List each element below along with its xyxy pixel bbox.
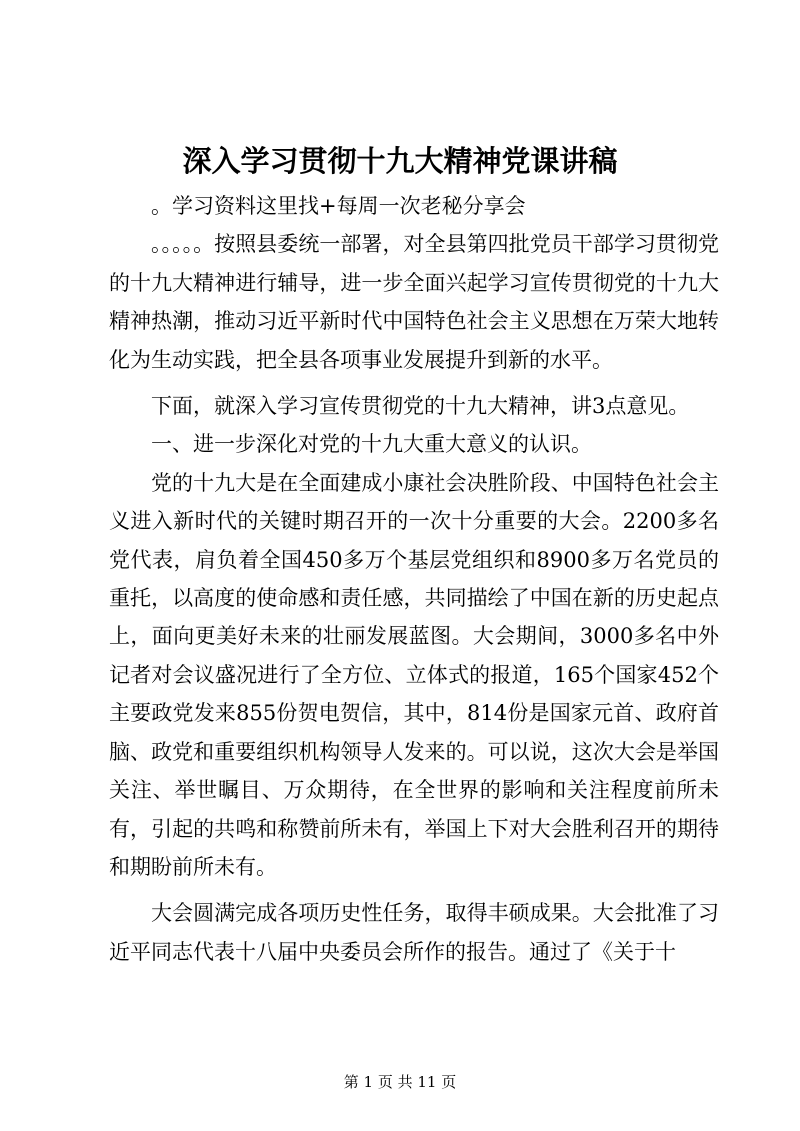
paragraph-achievements: 大会圆满完成各项历史性任务，取得丰硕成果。大会批准了习近平同志代表十八届中央委员会所作的报告。通过了《关于十 — [109, 901, 719, 964]
document-title: 深入学习贯彻十九大精神党课讲稿 — [182, 144, 618, 178]
paragraph-outline: 下面，就深入学习宣传贯彻党的十九大精神，讲3点意见。 — [151, 394, 690, 419]
page-number-footer: 第 1 页 共 11 页 — [343, 1073, 457, 1091]
section-heading-one: 一、进一步深化对党的十九大重大意义的认识。 — [151, 432, 592, 457]
paragraph-significance: 党的十九大是在全面建成小康社会决胜阶段、中国特色社会主义进入新时代的关键时期召开的一次十分重要的大会。2200多名党代表，肩负着全国450多万个基层党组织和8900多万名党员的重托，以高度的使命感和责任感，共同描绘了中国在新的历史起点上，面向更美好未来的壮丽发展蓝图。大会期间，3000多名中外记者对会议盛况进行了全方位、立体式的报道，165个国家452个主要政党发来855份贺电贺信，其中，814份是国家元首、政府首脑、政党和重要组织机构领导人发来的。可以说，这次大会是举国关注、举世瞩目、万众期待，在全世界的影响和关注程度前所未有，引起的共鸣和称赞前所未有，举国上下对大会胜利召开的期待和期盼前所未有。 — [109, 470, 719, 879]
document-body — [109, 187, 719, 971]
paragraph-opening: 。。。。。按照县委统一部署，对全县第四批党员干部学习贯彻党的十九大精神进行辅导，进一步全面兴起学习宣传贯彻党的十九大精神热潮，推动习近平新时代中国特色社会主义思想在万荣大地转化为生动实践，把全县各项事业发展提升到新的水平。 — [109, 232, 719, 372]
paragraph-intro-note: 。学习资料这里找+每周一次老秘分享会 — [151, 194, 526, 218]
